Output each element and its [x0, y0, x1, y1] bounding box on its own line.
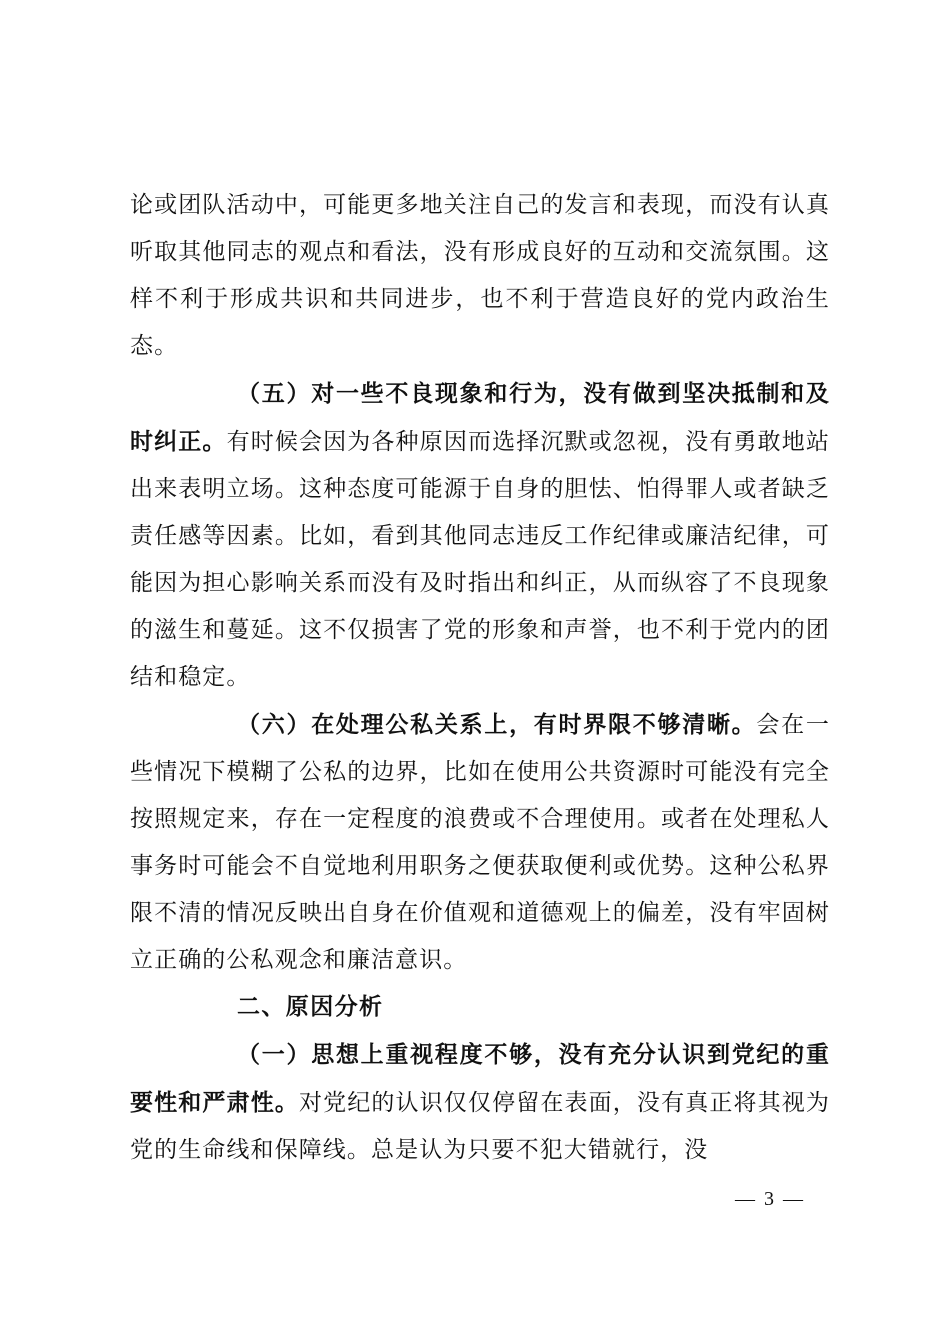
document-body: [130, 182, 830, 1174]
section-heading-cause-analysis: 二、原因分析: [237, 994, 384, 1020]
paragraph-lead: （五）对一些不良现象和行为，没有做到坚决抵制和及时纠正。: [130, 380, 830, 455]
paragraph-text: 对党纪的认识仅仅停留在表面，没有真正将其视为党的生命线和保障线。总是认为只要不犯大错就行，没: [130, 1090, 831, 1163]
paragraph-item-six: [130, 701, 830, 984]
paragraph-text: 论或团队活动中，可能更多地关注自己的发言和表现，而没有认真听取其他同志的观点和看法，没有形成良好的互动和交流氛围。这样不利于形成共识和共同进步，也不利于营造良好的党内政治生态。: [130, 192, 830, 359]
paragraph-cause-one: [130, 1031, 830, 1174]
paragraph-text: 会在一些情况下模糊了公私的边界，比如在使用公共资源时可能没有完全按照规定来，存在一定程度的浪费或不合理使用。或者在处理私人事务时可能会不自觉地利用职务之便获取便利或优势。这种公私界限不清的情况反映出自身在价值观和道德观上的偏差，没有牢固树立正确的公私观念和廉洁意识。: [130, 712, 830, 973]
paragraph-text: 有时候会因为各种原因而选择沉默或忽视，没有勇敢地站出来表明立场。这种态度可能源于自身的胆怯、怕得罪人或者缺乏责任感等因素。比如，看到其他同志违反工作纪律或廉洁纪律，可能因为担心影响关系而没有及时指出和纠正，从而纵容了不良现象的滋生和蔓延。这不仅损害了党的形象和声誉，也不利于党内的团结和稳定。: [130, 429, 830, 690]
page-number: — 3 —: [735, 1188, 805, 1210]
paragraph-lead: （六）在处理公私关系上，有时界限不够清晰。: [237, 711, 757, 738]
paragraph-item-five: [130, 370, 830, 701]
paragraph-lead: （一）思想上重视程度不够，没有充分认识到党纪的重要性和严肃性。: [130, 1041, 830, 1116]
paragraph-continuation: [130, 182, 830, 370]
